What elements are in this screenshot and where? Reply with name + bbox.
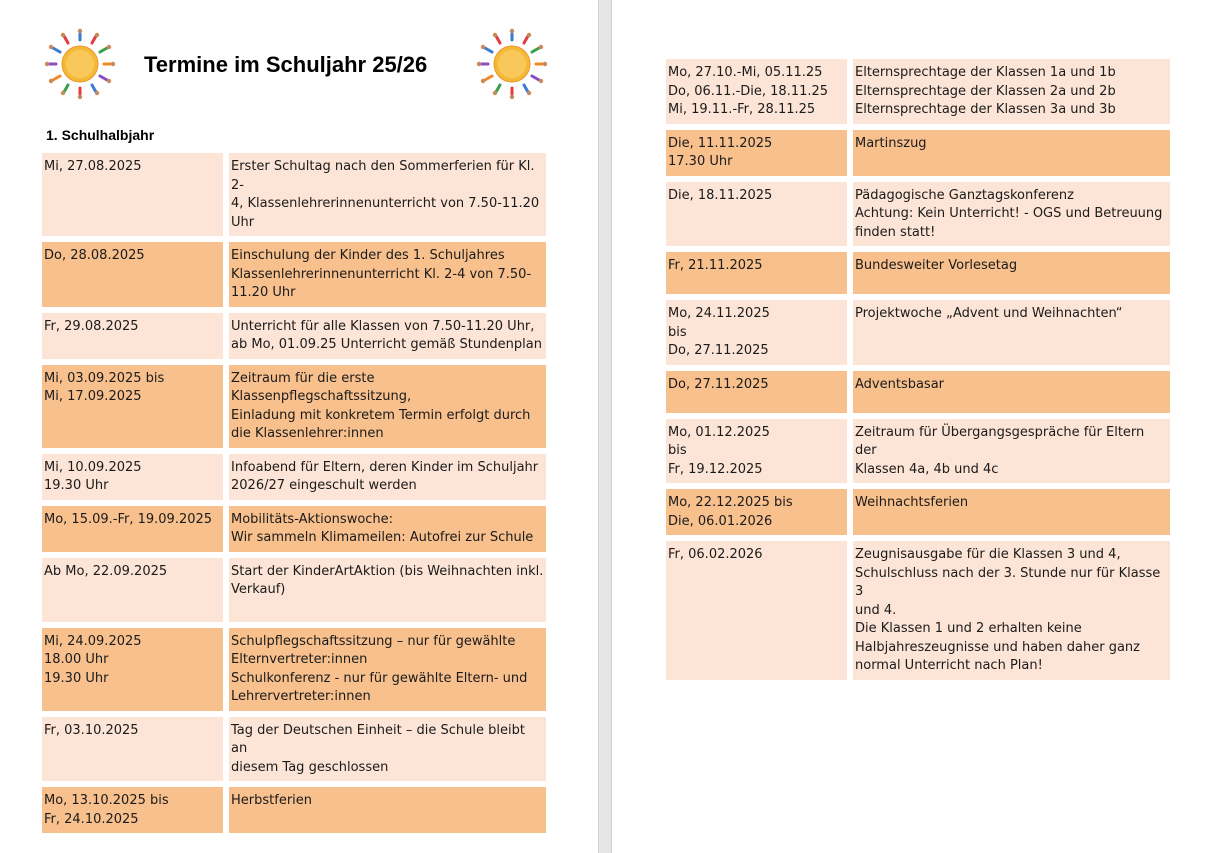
event-cell: Pädagogische Ganztagskonferenz Achtung: Kein Unterricht! - OGS und Betreuung finden statt!	[853, 182, 1170, 247]
date-cell: Die, 18.11.2025	[666, 182, 847, 247]
event-cell: Mobilitäts-Aktionswoche: Wir sammeln Klimameilen: Autofrei zur Schule	[229, 506, 546, 552]
date-cell: Mo, 01.12.2025 bis Fr, 19.12.2025	[666, 419, 847, 484]
date-cell: Mi, 24.09.2025 18.00 Uhr 19.30 Uhr	[42, 628, 223, 711]
table-row	[666, 541, 1170, 680]
event-cell: Herbstferien	[229, 787, 546, 833]
event-cell: Einschulung der Kinder des 1. Schuljahres Klassenlehrerinnenunterricht Kl. 2-4 von 7.50- 11.20 Uhr	[229, 242, 546, 307]
document-page-left	[0, 0, 598, 853]
date-cell: Do, 28.08.2025	[42, 242, 223, 307]
date-cell: Mi, 03.09.2025 bis Mi, 17.09.2025	[42, 365, 223, 448]
event-cell: Adventsbasar	[853, 371, 1170, 413]
table-row	[42, 313, 546, 359]
event-cell: Start der KinderArtAktion (bis Weihnachten inkl. Verkauf)	[229, 558, 546, 622]
event-cell: Erster Schultag nach den Sommerferien für Kl. 2- 4, Klassenlehrerinnenunterricht von 7.50-11.20 Uhr	[229, 153, 546, 236]
date-cell: Die, 11.11.2025 17.30 Uhr	[666, 130, 847, 176]
date-cell: Mi, 10.09.2025 19.30 Uhr	[42, 454, 223, 500]
table-row	[666, 130, 1170, 176]
event-cell: Zeugnisausgabe für die Klassen 3 und 4, Schulschluss nach der 3. Stunde nur für Klasse 3 und 4. Die Klassen 1 und 2 erhalten keine Halbjahreszeugnisse und haben daher ganz normal Unterricht nach Plan!	[853, 541, 1170, 680]
table-row	[666, 419, 1170, 484]
date-cell: Mo, 22.12.2025 bis Die, 06.01.2026	[666, 489, 847, 535]
event-cell: Infoabend für Eltern, deren Kinder im Schuljahr 2026/27 eingeschult werden	[229, 454, 546, 500]
date-cell: Mo, 13.10.2025 bis Fr, 24.10.2025	[42, 787, 223, 833]
event-cell: Unterricht für alle Klassen von 7.50-11.20 Uhr, ab Mo, 01.09.25 Unterricht gemäß Stundenplan	[229, 313, 546, 359]
event-cell: Elternsprechtage der Klassen 1a und 1b Elternsprechtage der Klassen 2a und 2b Elternsprechtage der Klassen 3a und 3b	[853, 59, 1170, 124]
event-cell: Projektwoche „Advent und Weihnachten“	[853, 300, 1170, 365]
date-cell: Ab Mo, 22.09.2025	[42, 558, 223, 622]
date-cell: Fr, 21.11.2025	[666, 252, 847, 294]
table-row	[42, 628, 546, 711]
date-cell: Mo, 27.10.-Mi, 05.11.25 Do, 06.11.-Die, 18.11.25 Mi, 19.11.-Fr, 28.11.25	[666, 59, 847, 124]
date-cell: Fr, 29.08.2025	[42, 313, 223, 359]
document-page-right	[612, 0, 1220, 853]
schedule-table-left	[42, 153, 546, 833]
page-title: Termine im Schuljahr 25/26	[144, 52, 428, 77]
table-row	[666, 300, 1170, 365]
event-cell: Schulpflegschaftssitzung – nur für gewählte Elternvertreter:innen Schulkonferenz - nur für gewählte Eltern- und Lehrervertreter:innen	[229, 628, 546, 711]
date-cell: Mo, 15.09.-Fr, 19.09.2025	[42, 506, 223, 552]
table-row	[666, 371, 1170, 413]
page-divider	[598, 0, 612, 853]
table-row	[42, 242, 546, 307]
event-cell: Bundesweiter Vorlesetag	[853, 252, 1170, 294]
section-heading: 1. Schulhalbjahr	[46, 127, 155, 143]
table-row	[666, 182, 1170, 247]
table-row	[42, 365, 546, 448]
school-sun-logo-left	[44, 28, 116, 100]
date-cell: Fr, 06.02.2026	[666, 541, 847, 680]
table-row	[666, 489, 1170, 535]
school-sun-logo-right	[476, 28, 548, 100]
table-row	[666, 252, 1170, 294]
event-cell: Zeitraum für die erste Klassenpflegschaftssitzung, Einladung mit konkretem Termin erfolgt durch die Klassenlehrer:innen	[229, 365, 546, 448]
event-cell: Tag der Deutschen Einheit – die Schule bleibt an diesem Tag geschlossen	[229, 717, 546, 782]
event-cell: Zeitraum für Übergangsgespräche für Eltern der Klassen 4a, 4b und 4c	[853, 419, 1170, 484]
table-row	[42, 454, 546, 500]
date-cell: Do, 27.11.2025	[666, 371, 847, 413]
date-cell: Mi, 27.08.2025	[42, 153, 223, 236]
date-cell: Mo, 24.11.2025 bis Do, 27.11.2025	[666, 300, 847, 365]
table-row	[42, 506, 546, 552]
schedule-table-right	[666, 59, 1170, 680]
table-row	[42, 558, 546, 622]
date-cell: Fr, 03.10.2025	[42, 717, 223, 782]
table-row	[42, 787, 546, 833]
table-row	[666, 59, 1170, 124]
table-row	[42, 153, 546, 236]
table-row	[42, 717, 546, 782]
event-cell: Martinszug	[853, 130, 1170, 176]
event-cell: Weihnachtsferien	[853, 489, 1170, 535]
